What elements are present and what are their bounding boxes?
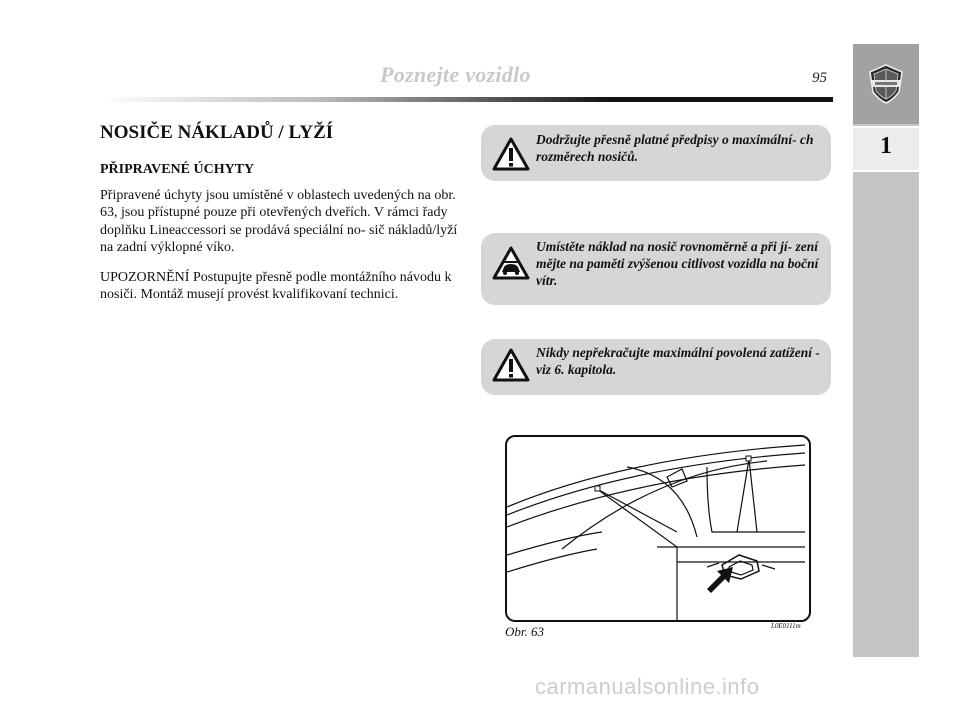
paragraph-2 bbox=[100, 269, 465, 304]
page-number: 95 bbox=[812, 70, 827, 86]
section-title: NOSIČE NÁKLADŮ / LYŽÍ bbox=[100, 122, 334, 143]
warning-triangle-icon bbox=[492, 137, 530, 171]
warning-triangle-icon bbox=[492, 348, 530, 382]
car-warning-triangle-icon bbox=[492, 246, 530, 280]
figure-code: L0E0111m bbox=[771, 622, 801, 630]
warning-text-1: Dodržujte přesně platné předpisy o maximální- ch rozměrech nosičů. bbox=[536, 132, 814, 164]
roof-rail-drawing bbox=[507, 437, 809, 620]
note-text: Postupujte přesně podle montážního návodu k nosiči. Montáž musejí provést kvalifikovaní technici. bbox=[100, 270, 452, 303]
paragraph-1: Připravené úchyty jsou umístěné v oblastech uvedených na obr. 63, jsou přístupné pouze při otevřených dveřích. V rámci řady doplňku Lineaccessori se prodává speciální no- sič nákladů/lyží na zadní výklopné víko. bbox=[100, 188, 458, 255]
header-rule bbox=[100, 97, 833, 102]
chapter-number[interactable]: 1 bbox=[880, 133, 892, 159]
subsection-title: PŘIPRAVENÉ ÚCHYTY bbox=[100, 162, 255, 177]
watermark: carmanualsonline.info bbox=[535, 674, 760, 699]
lancia-logo-icon bbox=[868, 64, 904, 104]
warning-text-3: Nikdy nepřekračujte maximální povolená zatížení - viz 6. kapitola. bbox=[536, 345, 820, 377]
warning-text-2: Umístěte náklad na nosič rovnoměrně a při jí- zení mějte na paměti zvýšenou citlivost vozidla na boční vítr. bbox=[536, 239, 819, 288]
figure-illustration bbox=[505, 435, 811, 622]
note-label: UPOZORNĚNÍ bbox=[100, 270, 190, 285]
figure-caption: Obr. 63 bbox=[505, 624, 545, 639]
running-title: Poznejte vozidlo bbox=[380, 62, 531, 87]
